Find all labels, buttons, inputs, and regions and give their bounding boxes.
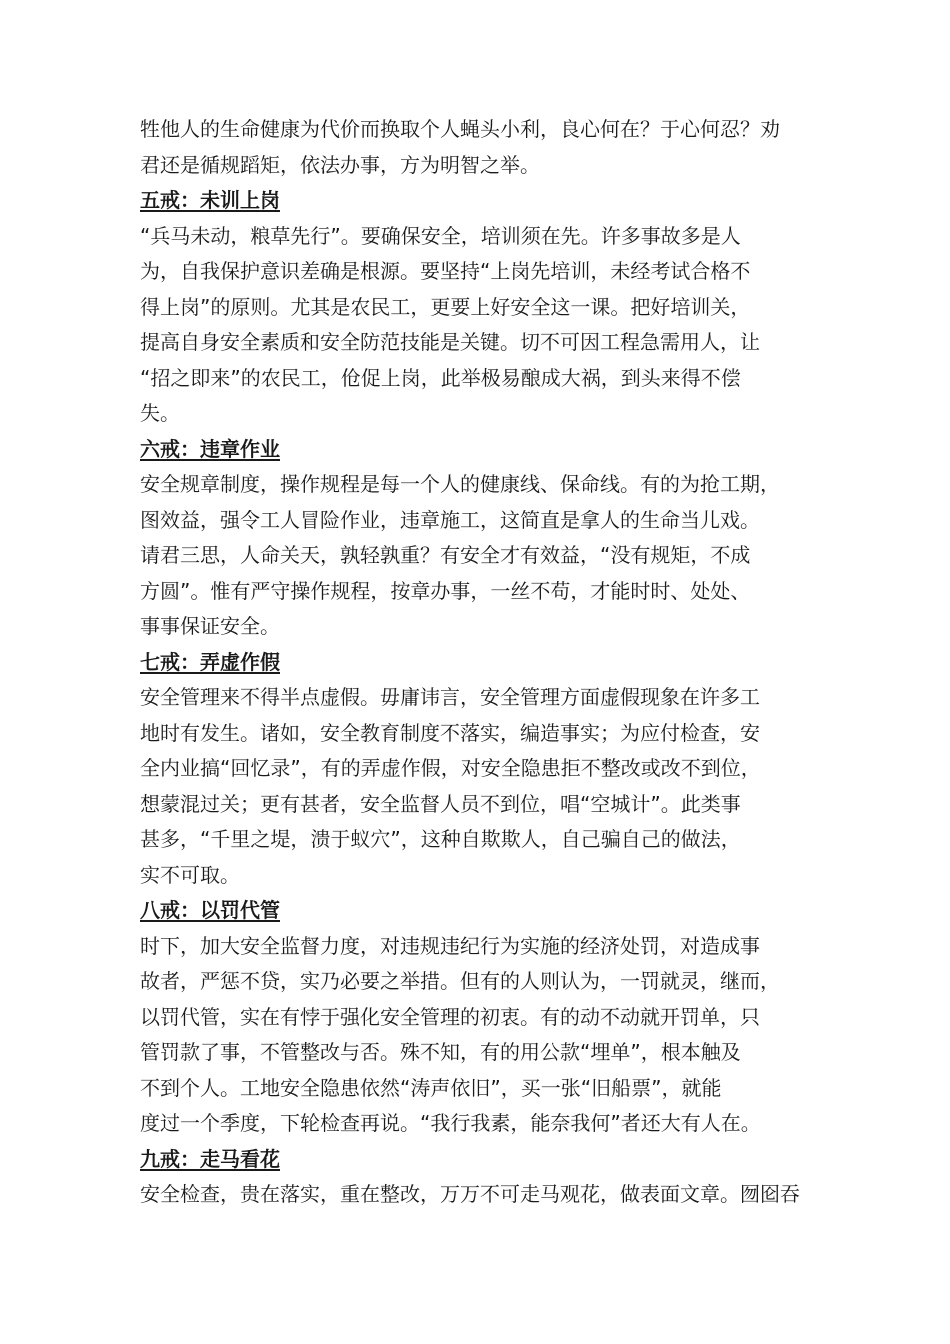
text-line: 方圆”。惟有严守操作规程，按章办事，一丝不苟，才能时时、处处、 <box>140 578 751 603</box>
text-line: “兵马未动，粮草先行”。要确保安全，培训须在先。许多事故多是人 <box>140 223 741 248</box>
text-line: 为，自我保护意识差确是根源。要坚持“上岗先培训，未经考试合格不 <box>140 259 751 283</box>
text-line: 提高自身安全素质和安全防范技能是关键。切不可因工程急需用人，让 <box>140 330 760 354</box>
text-line: 安全检查，贵在落实，重在整改，万万不可走马观花，做表面文章。囫囵吞 <box>140 1182 800 1206</box>
text-line: 管罚款了事，不管整改与否。殊不知，有的用公款“埋单”，根本触及 <box>140 1040 741 1064</box>
text-line: “招之即来”的农民工，伧促上岗，此举极易酿成大祸，到头来得不偿 <box>140 365 741 390</box>
text-line: 度过一个季度，下轮检查再说。“我行我素，能奈我何”者还大有人在。 <box>140 1111 761 1135</box>
text-line: 安全管理来不得半点虚假。毋庸讳言，安全管理方面虚假现象在许多工 <box>140 685 760 709</box>
section-8 <box>140 893 820 1142</box>
section-heading: 五戒：未训上岗 <box>140 188 280 212</box>
text-line: 图效益，强令工人冒险作业，违章施工，这简直是拿人的生命当儿戏。 <box>140 507 760 532</box>
text-line: 地时有发生。诸如，安全教育制度不落实，编造事实；为应付检查，安 <box>140 720 760 745</box>
intro-paragraph <box>140 112 820 183</box>
text-line: 得上岗”的原则。尤其是农民工，更要上好安全这一课。把好培训关， <box>140 294 751 319</box>
section-heading: 八戒：以罚代管 <box>140 898 280 922</box>
section-heading: 七戒：弄虚作假 <box>140 649 280 674</box>
section-heading: 九戒：走马看花 <box>140 1146 280 1171</box>
section-heading: 六戒：违章作业 <box>140 436 280 461</box>
text-line: 牲他人的生命健康为代价而换取个人蝇头小利，良心何在？于心何忍？劝 <box>140 117 780 141</box>
text-line: 请君三思，人命关天，孰轻孰重？有安全才有效益，“没有规矩，不成 <box>140 543 751 567</box>
text-line: 时下，加大安全监督力度，对违规违纪行为实施的经济处罚，对造成事 <box>140 933 760 958</box>
section-5 <box>140 183 820 432</box>
section-9 <box>140 1142 820 1213</box>
text-line: 事事保证安全。 <box>140 614 280 638</box>
text-line: 君还是循规蹈矩，依法办事，方为明智之举。 <box>140 152 540 177</box>
text-line: 不到个人。工地安全隐患依然“涛声依旧”，买一张“旧船票”，就能 <box>140 1075 722 1100</box>
text-line: 失。 <box>140 401 180 425</box>
text-line: 故者，严惩不贷，实乃必要之举措。但有的人则认为，一罚就灵，继而， <box>140 969 780 993</box>
section-7 <box>140 645 820 894</box>
section-6 <box>140 432 820 645</box>
text-line: 以罚代管，实在有悖于强化安全管理的初衷。有的动不动就开罚单，只 <box>140 1004 760 1029</box>
text-line: 甚多，“千里之堤，溃于蚁穴”，这种自欺欺人，自己骗自己的做法， <box>140 827 741 851</box>
text-line: 全内业搞“回忆录”，有的弄虚作假，对安全隐患拒不整改或改不到位， <box>140 756 761 780</box>
text-line: 想蒙混过关；更有甚者，安全监督人员不到位，唱“空城计”。此类事 <box>140 791 741 816</box>
text-line: 安全规章制度，操作规程是每一个人的健康线、保命线。有的为抢工期， <box>140 472 780 496</box>
text-line: 实不可取。 <box>140 862 240 887</box>
